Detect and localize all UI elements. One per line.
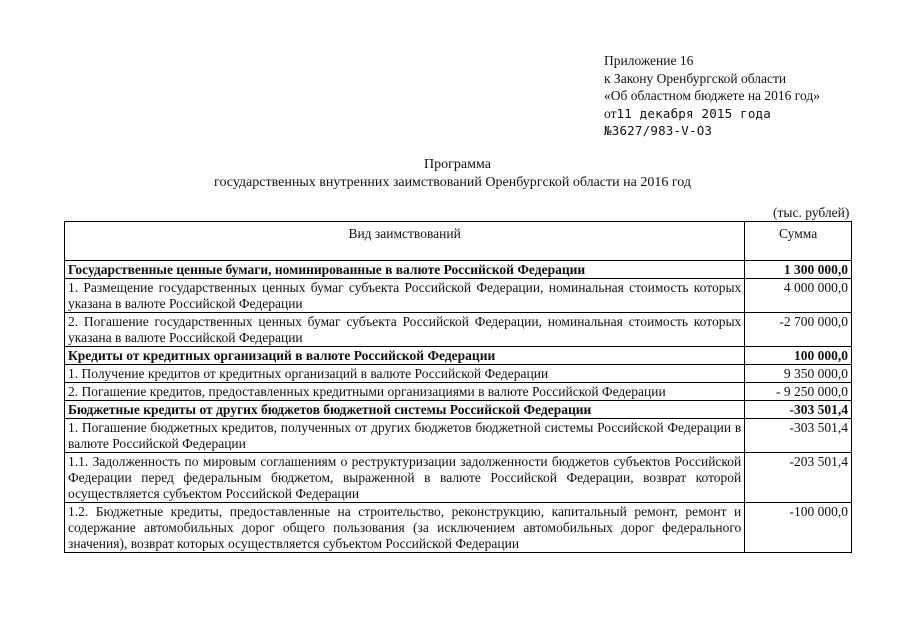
table-header-row xyxy=(65,222,852,261)
row-name: 1. Погашение бюджетных кредитов, полученных от других бюджетов бюджетной системы Российской Федерации в валюте Российской Федерации xyxy=(65,419,745,453)
row-amount: -2 700 000,0 xyxy=(745,313,852,347)
row-name: Кредиты от кредитных организаций в валюте Российской Федерации xyxy=(65,347,745,365)
row-name: 1. Размещение государственных ценных бумаг субъекта Российской Федерации, номинальная стоимость которых указана в валюте Российской Федерации xyxy=(65,279,745,313)
units-label: (тыс. рублей) xyxy=(773,205,850,220)
table-section-row xyxy=(65,347,852,365)
appendix-law-number: №3627/983-V-ОЗ xyxy=(604,123,713,138)
borrowing-program-table xyxy=(64,221,852,553)
table-row xyxy=(65,503,852,553)
document-heading xyxy=(0,156,905,192)
row-amount: 4 000 000,0 xyxy=(745,279,852,313)
table-row xyxy=(65,313,852,347)
appendix-block xyxy=(604,52,820,140)
appendix-date: 11 декабря 2015 года xyxy=(616,105,771,121)
row-amount: 1 300 000,0 xyxy=(745,261,852,279)
header-kind: Вид заимствований xyxy=(65,222,745,261)
table-row xyxy=(65,383,852,401)
appendix-number: Приложение 16 xyxy=(604,53,694,68)
row-name: Государственные ценные бумаги, номинированные в валюте Российской Федерации xyxy=(65,261,745,279)
row-name: 1.1. Задолженность по мировым соглашениям о реструктуризации задолженности бюджетов субъектов Российской Федерации перед федеральным бюджетом, выраженной в валюте Российской Федерации, возврат которой осуществляется субъектом Российской Федерации xyxy=(65,453,745,503)
table-row xyxy=(65,419,852,453)
table-row xyxy=(65,365,852,383)
row-amount: 9 350 000,0 xyxy=(745,365,852,383)
row-name: 2. Погашение кредитов, предоставленных кредитными организациями в валюте Российской Федерации xyxy=(65,383,745,401)
table-row xyxy=(65,279,852,313)
header-sum: Сумма xyxy=(745,222,852,261)
appendix-law-title: «Об областном бюджете на 2016 год» xyxy=(604,88,820,103)
appendix-law: к Закону Оренбургской области xyxy=(604,70,787,86)
table-row xyxy=(65,453,852,503)
row-name: Бюджетные кредиты от других бюджетов бюджетной системы Российской Федерации xyxy=(65,401,745,419)
row-amount: -100 000,0 xyxy=(745,503,852,553)
row-amount: -303 501,4 xyxy=(745,401,852,419)
row-name: 1.2. Бюджетные кредиты, предоставленные на строительство, реконструкцию, капитальный ремонт, ремонт и содержание автомобильных дорог общего пользования (за исключением автомобильных дорог федерального значения), возврат которых осуществляется субъектом Российской Федерации xyxy=(65,503,745,553)
row-amount: - 9 250 000,0 xyxy=(745,383,852,401)
table-body xyxy=(65,261,852,553)
document-subtitle: государственных внутренних заимствований Оренбургской области на 2016 год xyxy=(214,175,691,190)
appendix-date-prefix: от xyxy=(604,105,617,121)
row-name: 2. Погашение государственных ценных бумаг субъекта Российской Федерации, номинальная стоимость которых указана в валюте Российской Федерации xyxy=(65,313,745,347)
table-section-row xyxy=(65,261,852,279)
row-amount: -203 501,4 xyxy=(745,453,852,503)
row-amount: 100 000,0 xyxy=(745,347,852,365)
row-amount: -303 501,4 xyxy=(745,419,852,453)
document-title: Программа xyxy=(424,157,491,172)
appendix-date-line xyxy=(604,105,820,123)
table-section-row xyxy=(65,401,852,419)
row-name: 1. Получение кредитов от кредитных организаций в валюте Российской Федерации xyxy=(65,365,745,383)
